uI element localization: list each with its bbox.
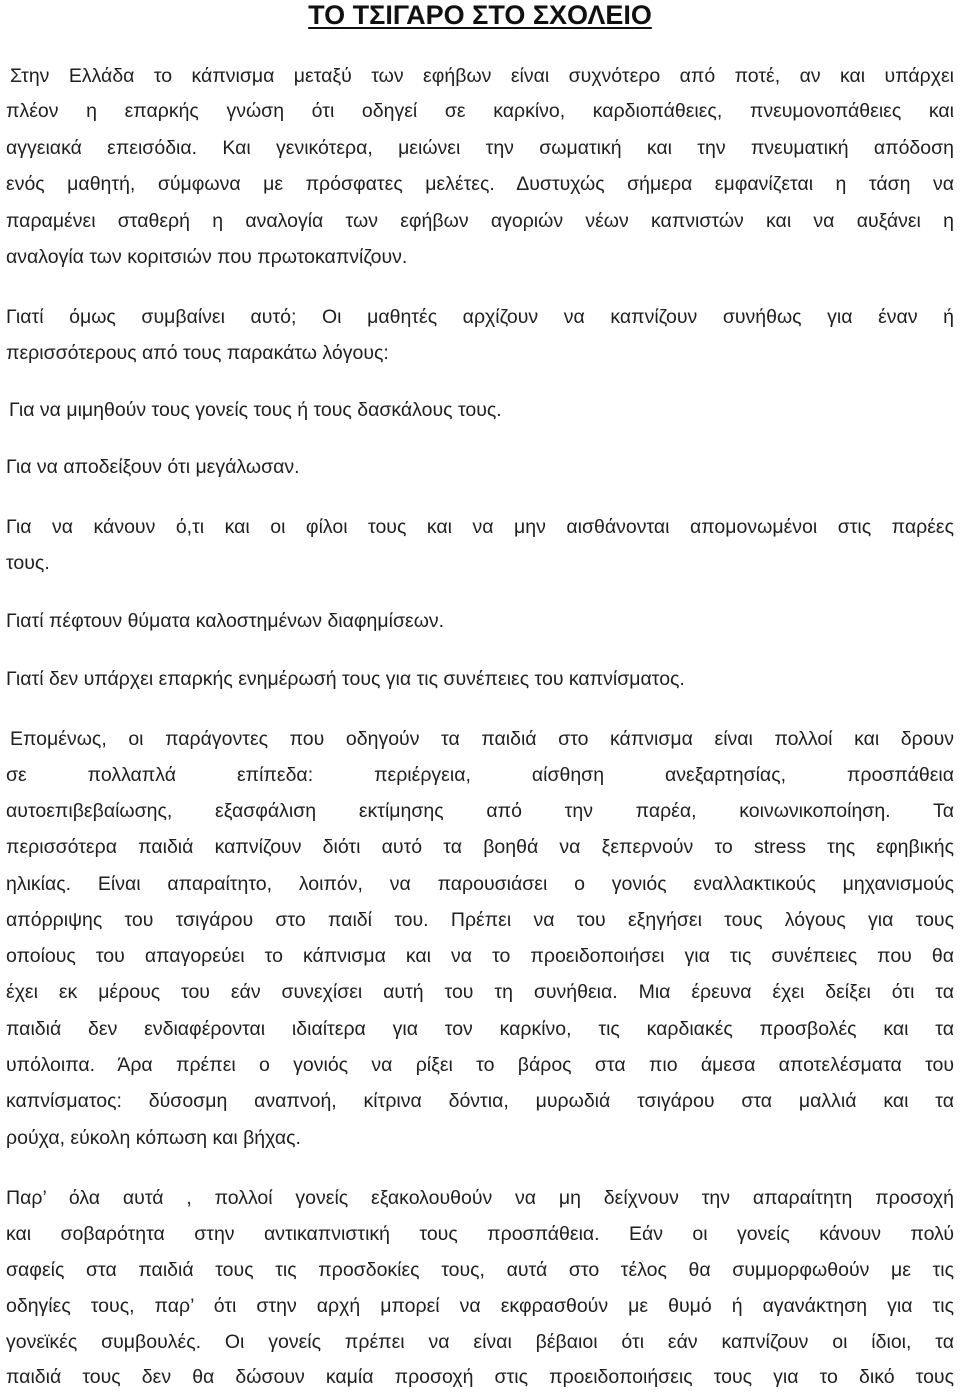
text-line: παραμένει σταθερή η αναλογία των εφήβων αγοριών νέων καπνιστών και να αυξάνει η	[6, 210, 954, 232]
text-line: πλέον η επαρκής γνώση ότι οδηγεί σε καρκίνο, καρδιοπάθειες, πνευμονοπάθειες και	[6, 100, 954, 122]
list-item: Για να μιμηθούν τους γονείς τους ή τους δασκάλους τους.	[9, 399, 502, 421]
page-title: ΤΟ ΤΣΙΓΑΡΟ ΣΤΟ ΣΧΟΛΕΙΟ	[308, 0, 652, 30]
list-item: τους.	[6, 552, 50, 574]
text-line: σε πολλαπλά επίπεδα: περιέργεια, αίσθηση ανεξαρτησίας, προσπάθεια	[6, 764, 954, 786]
text-line: σαφείς στα παιδιά τους τις προσδοκίες τους, αυτά στο τέλος θα συμμορφωθούν με τις	[6, 1259, 954, 1281]
text-line: παιδιά τους δεν θα δώσουν καμία προσοχή στις προειδοποιήσεις τους για το δικό τους	[6, 1366, 954, 1388]
text-line: περισσότερους από τους παρακάτω λόγους:	[6, 342, 389, 364]
list-item: Γιατί δεν υπάρχει επαρκής ενημέρωσή τους για τις συνέπειες του καπνίσματος.	[6, 668, 685, 690]
text-line: ηλικίας. Είναι απαραίτητο, λοιπόν, να παρουσιάσει ο γονιός εναλλακτικούς μηχανισμούς	[6, 873, 954, 895]
text-line: απόρριψης του τσιγάρου στο παιδί του. Πρέπει να του εξηγήσει τους λόγους για τους	[6, 909, 954, 931]
text-line: ρούχα, εύκολη κόπωση και βήχας.	[6, 1127, 301, 1149]
list-item: Γιατί πέφτουν θύματα καλοστημένων διαφημίσεων.	[6, 610, 445, 632]
text-line: καπνίσματος: δύσοσμη αναπνοή, κίτρινα δόντια, μυρωδιά τσιγάρου στα μαλλιά και τα	[6, 1090, 954, 1112]
text-line: Παρ’ όλα αυτά , πολλοί γονείς εξακολουθούν να μη δείχνουν την απαραίτητη προσοχή	[6, 1187, 954, 1209]
list-item: Για να κάνουν ό,τι και οι φίλοι τους και να μην αισθάνονται απομονωμένοι στις παρέες	[6, 516, 954, 538]
list-item: Για να αποδείξουν ότι μεγάλωσαν.	[6, 456, 300, 478]
text-line: οποίους του απαγορεύει το κάπνισμα και να το προειδοποιήσει για τις συνέπειες που θα	[6, 945, 954, 967]
text-line: έχει εκ μέρους του εάν συνεχίσει αυτή του τη συνήθεια. Μια έρευνα έχει δείξει ότι τα	[6, 981, 954, 1003]
text-line: ενός μαθητή, σύμφωνα με πρόσφατες μελέτες. Δυστυχώς σήμερα εμφανίζεται η τάση να	[6, 173, 954, 195]
text-line: παιδιά δεν ενδιαφέρονται ιδιαίτερα για τον καρκίνο, τις καρδιακές προσβολές και τα	[6, 1018, 954, 1040]
text-line: αυτοεπιβεβαίωσης, εξασφάλιση εκτίμησης από την παρέα, κοινωνικοποίηση. Τα	[6, 800, 954, 822]
text-line: Επομένως, οι παράγοντες που οδηγούν τα παιδιά στο κάπνισμα είναι πολλοί και δρουν	[10, 728, 954, 750]
text-line: υπόλοιπα. Άρα πρέπει ο γονιός να ρίξει το βάρος στα πιο άμεσα αποτελέσματα του	[6, 1054, 954, 1076]
text-line: οδηγίες τους, παρ’ ότι στην αρχή μπορεί να εκφρασθούν με θυμό ή αγανάκτηση για τις	[6, 1295, 954, 1317]
text-line: αγγειακά επεισόδια. Και γενικότερα, μειώνει την σωματική και την πνευματική απόδοση	[6, 137, 954, 159]
text-line: και σοβαρότητα στην αντικαπνιστική τους προσπάθεια. Εάν οι γονείς κάνουν πολύ	[6, 1223, 954, 1245]
text-line: Στην Ελλάδα το κάπνισμα μεταξύ των εφήβων είναι συχνότερο από ποτέ, αν και υπάρχει	[10, 65, 954, 87]
text-line: αναλογία των κοριτσιών που πρωτοκαπνίζουν.	[6, 246, 408, 268]
text-line: περισσότερα παιδιά καπνίζουν διότι αυτό τα βοηθά να ξεπερνούν το stress της εφηβικής	[6, 836, 954, 858]
text-line: Γιατί όμως συμβαίνει αυτό; Οι μαθητές αρχίζουν να καπνίζουν συνήθως για έναν ή	[6, 306, 954, 328]
text-line: γονεϊκές συμβουλές. Οι γονείς πρέπει να είναι βέβαιοι ότι εάν καπνίζουν οι ίδιοι, τα	[6, 1331, 954, 1353]
